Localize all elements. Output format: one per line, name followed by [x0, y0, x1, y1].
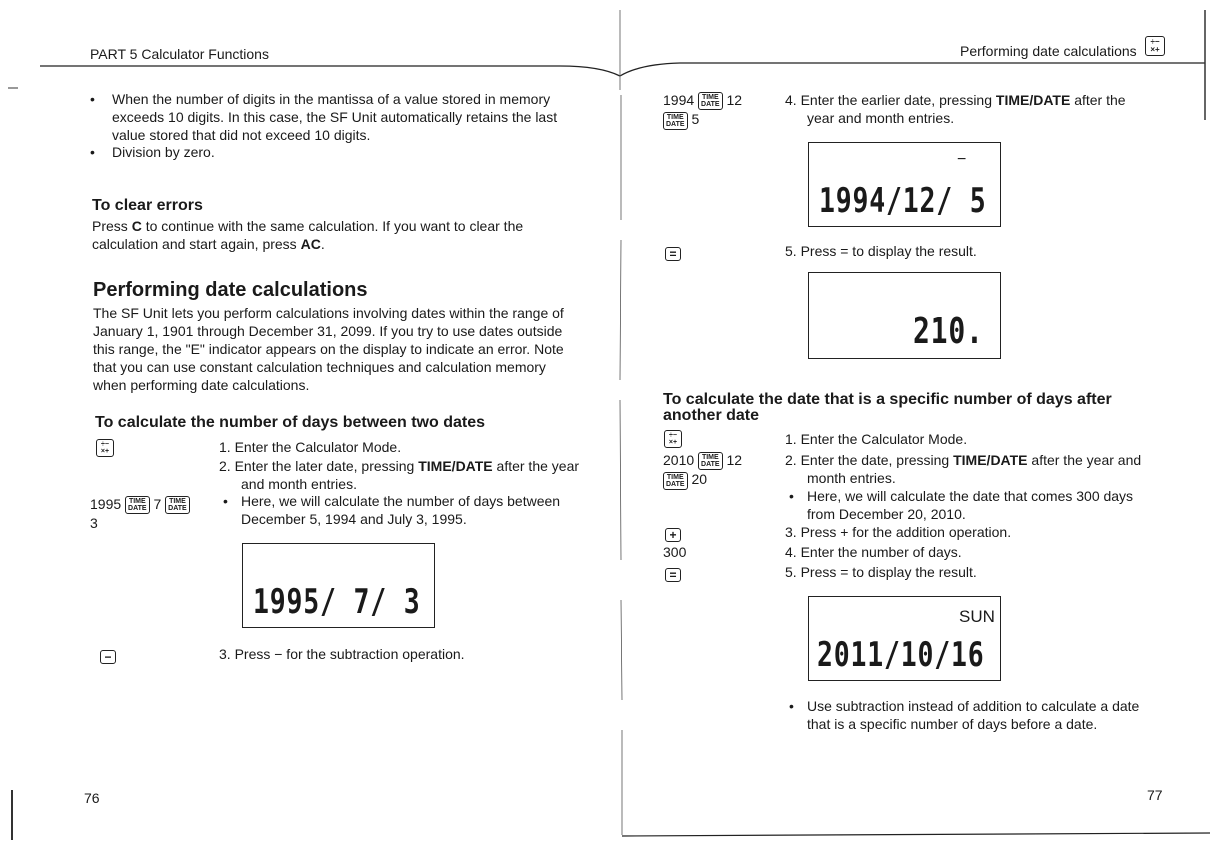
time-date-key-icon: TIME DATE [698, 92, 723, 110]
r-example-bullet: • Here, we will calculate the date that comes 300 days from December 20, 2010. [789, 488, 1134, 522]
time-date-key-icon: TIME DATE [698, 452, 723, 470]
left-header: PART 5 Calculator Functions [90, 46, 269, 62]
key-sequence-2010: 2010 TIME DATE 12 TIME DATE 20 [663, 452, 743, 488]
key-300: 300 [663, 544, 687, 560]
left-page-number: 76 [84, 790, 100, 806]
calculator-mode-header-icon: ÷− ×+ [1145, 36, 1165, 56]
right-page-number: 77 [1147, 787, 1163, 803]
equals-key-icon: = [665, 245, 681, 263]
right-header: Performing date calculations [960, 43, 1137, 59]
lcd-display-1: 1995/ 7/ 3 [242, 543, 435, 628]
lcd-day-indicator: SUN [959, 607, 995, 626]
calculator-mode-icon: ÷− ×+ [96, 439, 114, 457]
example-bullet: • Here, we will calculate the number of days between December 5, 1994 and July 3, 1995. [223, 493, 561, 527]
time-date-key-icon: TIME DATE [663, 472, 688, 490]
days-between-heading: To calculate the number of days between two dates [95, 414, 486, 431]
step-2-later-date: 2. Enter the later date, pressing TIME/DATE after the year and month entries. [219, 458, 580, 492]
step-1-enter-calculator-mode: 1. Enter the Calculator Mode. [219, 439, 402, 455]
section-title: Performing date calculations [93, 279, 368, 301]
lcd-display-2: − 1994/12/ 5 [808, 142, 1001, 227]
r-step-5: 5. Press = to display the result. [785, 564, 977, 580]
lcd-minus-indicator: − [957, 151, 967, 168]
equals-key-icon: = [665, 566, 681, 584]
time-date-key-icon: TIME DATE [165, 496, 190, 514]
step-4-earlier-date: 4. Enter the earlier date, pressing TIME/DATE after the year and month entries. [785, 92, 1126, 126]
days-after-heading: To calculate the date that is a specific number of days after another date [663, 391, 1112, 424]
final-bullet: • Use subtraction instead of addition to calculate a date that is a specific number of days before a date. [789, 698, 1140, 732]
clear-errors-text: Press C to continue with the same calculation. If you want to clear the calculation and start again, press AC. [92, 218, 524, 252]
r-step-1: 1. Enter the Calculator Mode. [785, 431, 968, 447]
minus-key-icon: − [100, 648, 116, 666]
step-3-subtraction: 3. Press − for the subtraction operation. [219, 646, 465, 662]
error-bullet-2: • Division by zero. [90, 144, 215, 160]
section-body: The SF Unit lets you perform calculations involving dates within the range of January 1, 1901 through December 31, 2099. If you try to use dates outside this range, the "E" indicator appears on the display to indicate an error. Note that you can use constant calculation techniques and calculation memory when performing date calculations. [93, 305, 564, 393]
time-date-key-icon: TIME DATE [125, 496, 150, 514]
lcd-display-4: SUN 2011/10/16 [808, 596, 1001, 681]
r-step-2: 2. Enter the date, pressing TIME/DATE after the year and month entries. [785, 452, 1142, 486]
lcd-display-3: 210. [808, 272, 1001, 359]
key-sequence-1994: 1994 TIME DATE 12 TIME DATE 5 [663, 92, 743, 128]
plus-key-icon: + [665, 526, 681, 544]
calculator-mode-icon: ÷− ×+ [664, 430, 682, 448]
r-step-4: 4. Enter the number of days. [785, 544, 962, 560]
r-step-3: 3. Press + for the addition operation. [785, 524, 1012, 540]
key-sequence-1995: 1995 TIME DATE 7 TIME DATE 3 [90, 495, 190, 532]
time-date-key-icon: TIME DATE [663, 112, 688, 130]
error-bullet-1: • When the number of digits in the mantissa of a value stored in memory exceeds 10 digits. In this case, the SF Unit automatically retains the last value stored that did not exceed 10 digits. [90, 91, 558, 143]
step-5-display-result: 5. Press = to display the result. [785, 243, 977, 259]
clear-errors-heading: To clear errors [92, 197, 203, 214]
